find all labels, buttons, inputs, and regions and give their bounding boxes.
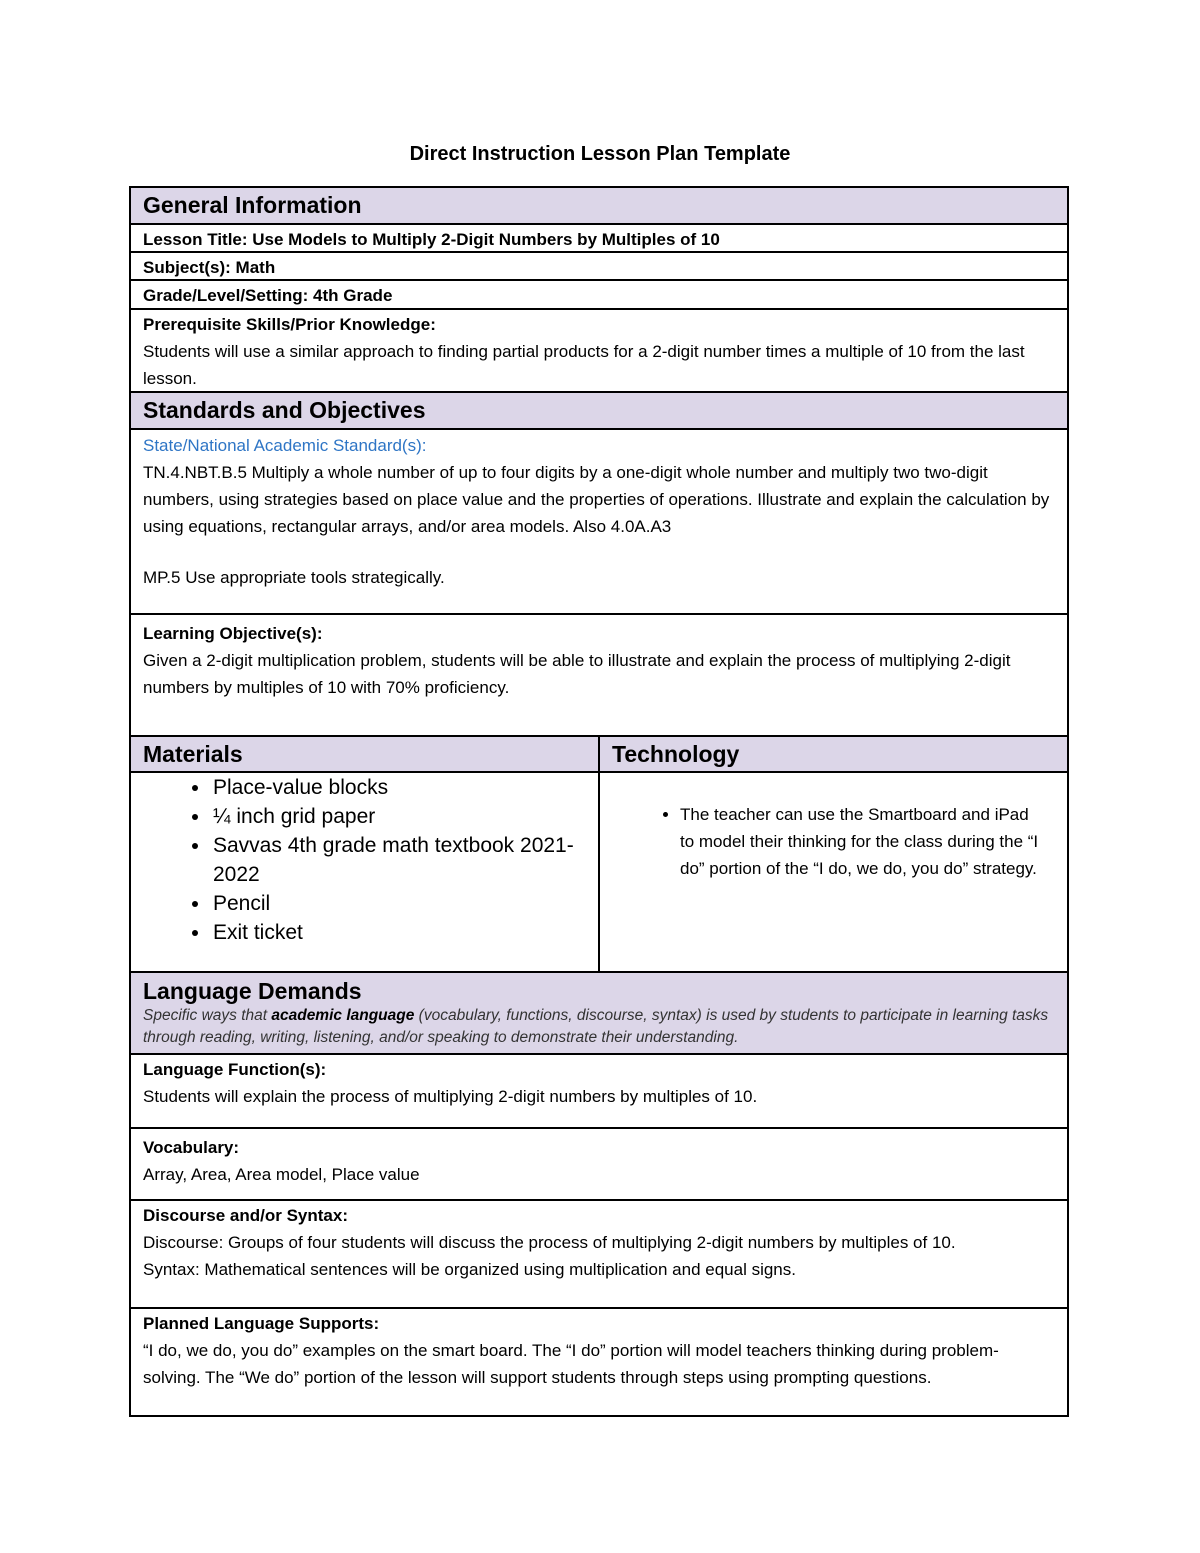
language-demands-header-section <box>131 973 1067 1055</box>
syntax-text: Syntax: Mathematical sentences will be organized using multiplication and equal signs. <box>143 1260 796 1279</box>
description-text: Specific ways that <box>143 1007 272 1024</box>
supports-text: “I do, we do, you do” examples on the smart board. The “I do” portion will model teachers thinking during problem-solving. The “We do” portion of the lesson will support students through steps using prompting questions. <box>143 1341 999 1387</box>
language-demands-description <box>143 1005 1055 1049</box>
prerequisite-label: Prerequisite Skills/Prior Knowledge: <box>143 315 436 334</box>
standards-section <box>131 430 1067 615</box>
objective-text: Given a 2-digit multiplication problem, students will be able to illustrate and explain the process of multiplying 2-digit numbers by multiples of 10 with 70% proficiency. <box>143 651 1011 697</box>
document-title: Direct Instruction Lesson Plan Template <box>409 143 791 165</box>
lesson-plan-table <box>129 186 1069 1417</box>
technology-list <box>600 801 1067 882</box>
materials-technology-row <box>131 773 1067 973</box>
mp-standard-text: MP.5 Use appropriate tools strategically. <box>143 568 445 587</box>
lesson-title: Lesson Title: Use Models to Multiply 2-Digit Numbers by Multiples of 10 <box>131 225 1067 253</box>
vocabulary-text: Array, Area, Area model, Place value <box>143 1165 420 1184</box>
list-item: • The teacher can use the Smartboard and iPad to model their thinking for the class during the “I do” portion of the “I do, we do, you do” strategy. <box>680 801 1043 882</box>
technology-cell <box>600 773 1067 971</box>
list-item: • Savvas 4th grade math textbook 2021-2022 <box>211 831 598 889</box>
materials-list <box>131 773 598 947</box>
language-function-section <box>131 1055 1067 1129</box>
list-item: • Place-value blocks <box>211 773 598 802</box>
description-bold-text: academic language <box>271 1007 415 1024</box>
standard-label: State/National Academic Standard(s): <box>143 436 427 455</box>
discourse-label: Discourse and/or Syntax: <box>143 1206 349 1225</box>
description-text: (vocabulary, functions, discourse, syntax) is used by students to participate in learning tasks through reading, writing, listening, and/or speaking to demonstrate their understanding. <box>143 1007 1049 1046</box>
list-item: • Exit ticket <box>211 918 598 947</box>
discourse-text: Discourse: Groups of four students will discuss the process of multiplying 2-digit numbers by multiples of 10. <box>143 1233 956 1252</box>
subjects: Subject(s): Math <box>131 253 1067 281</box>
language-function-text: Students will explain the process of multiplying 2-digit numbers by multiples of 10. <box>143 1087 758 1106</box>
objective-section <box>131 615 1067 737</box>
materials-cell <box>131 773 600 971</box>
language-demands-header: Language Demands <box>143 978 362 1004</box>
objective-label: Learning Objective(s): <box>143 624 323 643</box>
materials-technology-header-row <box>131 737 1067 773</box>
standard-text: TN.4.NBT.B.5 Multiply a whole number of up to four digits by a one-digit whole number and multiply two two-digit numbers, using strategies based on place value and the properties of operations. Illustrate and explain the calculation by using equations, rectangular arrays, and/or area models. Also 4.0A.A3 <box>143 463 1050 536</box>
grade-level-setting: Grade/Level/Setting: 4th Grade <box>131 281 1067 310</box>
prerequisite-section <box>131 310 1067 393</box>
vocabulary-section <box>131 1129 1067 1201</box>
list-item: • Pencil <box>211 889 598 918</box>
prerequisite-text: Students will use a similar approach to finding partial products for a 2-digit number times a multiple of 10 from the last lesson. <box>143 342 1025 388</box>
language-function-label: Language Function(s): <box>143 1060 327 1079</box>
technology-header: Technology <box>600 737 1067 771</box>
supports-label: Planned Language Supports: <box>143 1314 380 1333</box>
list-item: • ¼ inch grid paper <box>211 802 598 831</box>
general-information-header: General Information <box>131 188 1067 225</box>
materials-header: Materials <box>131 737 600 771</box>
language-supports-section <box>131 1309 1067 1415</box>
standards-objectives-header: Standards and Objectives <box>131 393 1067 430</box>
vocabulary-label: Vocabulary: <box>143 1138 240 1157</box>
discourse-syntax-section <box>131 1201 1067 1309</box>
